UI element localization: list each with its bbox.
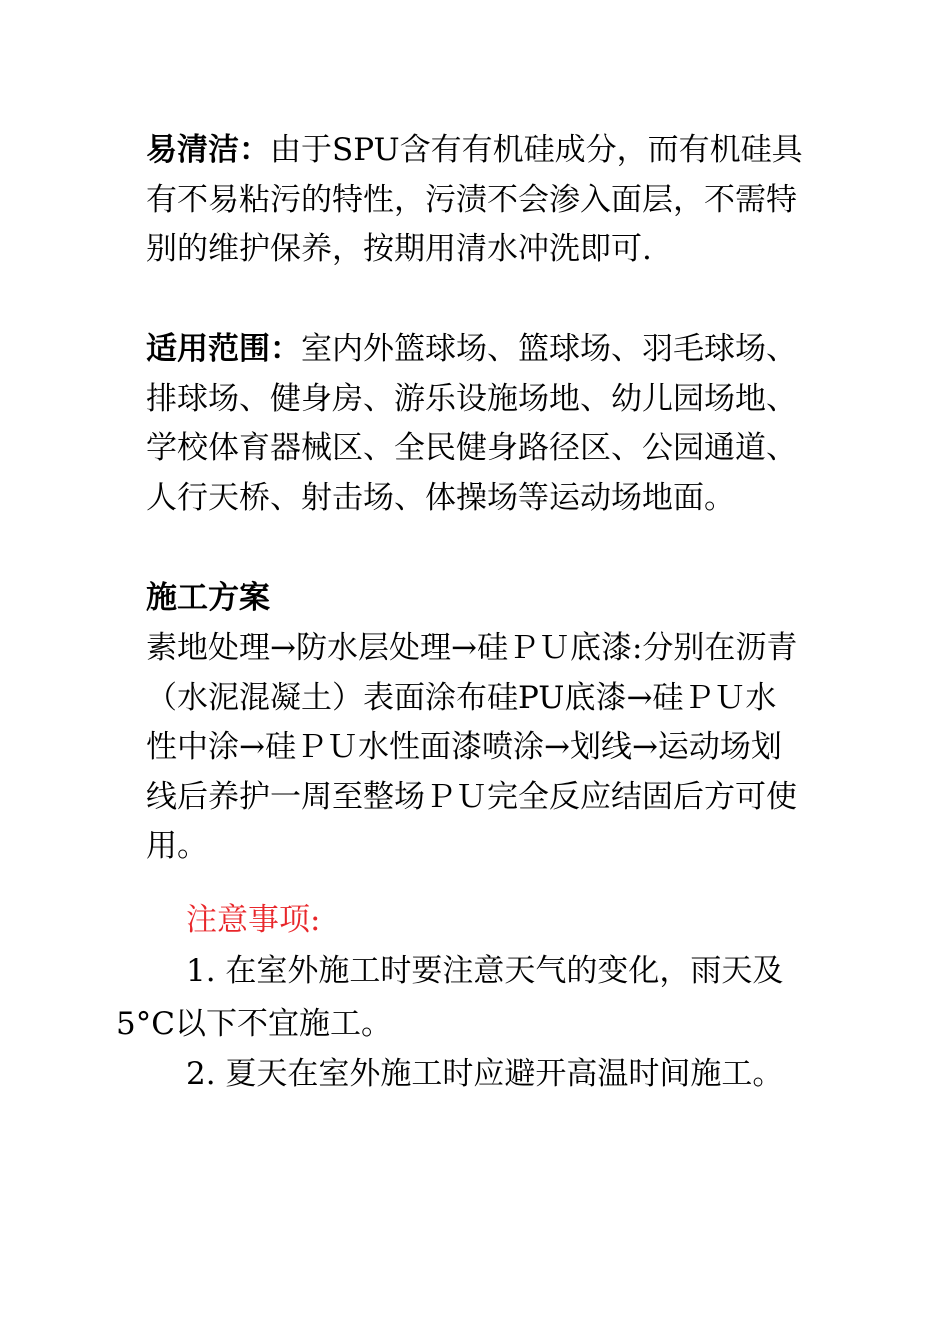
scope-label: 适用范围： <box>146 331 301 367</box>
notice-heading: 注意事项: <box>186 902 321 938</box>
plan-text: 素地处理→防水层处理→硅ＰＵ底漆:分别在沥青（水泥混凝土）表面涂布硅PU底漆→硅ＰＵ水性中涂→硅ＰＵ水性面漆喷涂→划线→运动场划线后养护一周至整场ＰＵ完全反应结固后方可使用。 <box>146 630 798 864</box>
easy-clean-label: 易清洁： <box>146 132 270 168</box>
notice-item-2: 2. 夏天在室外施工时应避开高温时间施工。 <box>186 1056 784 1092</box>
easy-clean-paragraph <box>146 126 806 275</box>
plan-heading: 施工方案 <box>146 580 270 616</box>
scope-paragraph <box>146 325 806 523</box>
easy-clean-text: 由于SPU含有有机硅成分，而有机硅具有不易粘污的特性，污渍不会渗入面层，不需特别的维护保养，按期用清水冲洗即可. <box>146 132 803 267</box>
notice-item-1: 1. 在室外施工时要注意天气的变化，雨天及5°C以下不宜施工。 <box>116 953 784 1042</box>
scope-text: 室内外篮球场、篮球场、羽毛球场、排球场、健身房、游乐设施场地、幼儿园场地、学校体育器械区、全民健身路径区、公园通道、人行天桥、射击场、体操场等运动场地面。 <box>146 331 797 516</box>
